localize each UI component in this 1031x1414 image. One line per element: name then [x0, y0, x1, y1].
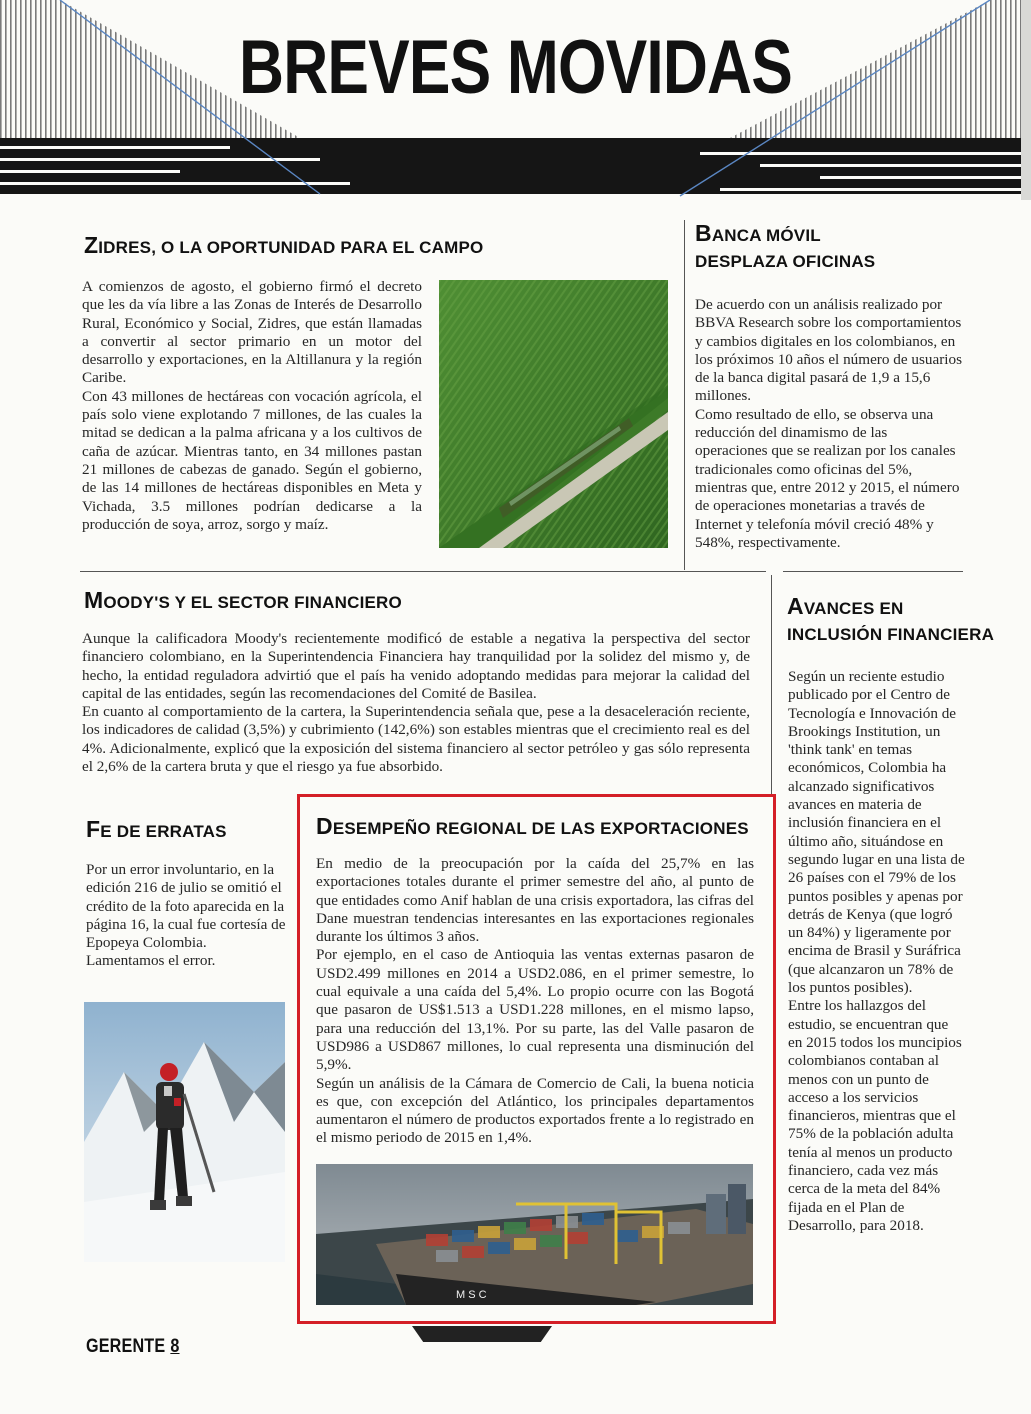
column-divider: [771, 575, 772, 795]
page-number: 8: [170, 1336, 180, 1357]
ship-hull-lettering: M S C: [456, 1289, 487, 1301]
zidres-body: [82, 278, 422, 534]
moodys-paragraph: Aunque la calificadora Moody's recientemente modificó de estable a negativa la perspectiva del sector financiero colombiano, en la Superintendencia Financiera hay tranquilidad por la solidez del mismo y, de hecho, la entidad reguladora advirtió que el país ha venido adoptando medidas para mejorar la calidad del capital de las entidades, según las recomendaciones del Comité de Basilea.: [82, 630, 750, 702]
section-divider: [80, 571, 766, 572]
footer-brand: [86, 1336, 180, 1358]
avances-paragraph: Entre los hallazgos del estudio, se encuentran que en 2015 todos los muncipios colombianos contaban al menos con un punto de acceso a los servicios financieros, mientras que el 75% de la población adulta tenía al menos un producto financiero, cada vez más cerca de la meta del 84% fijada en el Plan de Desarrollo, para 2018.: [788, 997, 962, 1234]
fe-paragraph: Por un error involuntario, en la edición 216 de julio se omitió el crédito de la foto aparecida en la página 16, la cual fue cortesía de Epopeya Colombia. Lamentamos el error.: [86, 861, 286, 970]
banca-paragraph: Como resultado de ello, se observa una reducción del dinamismo de las operaciones que se realizan por los canales tradicionales como oficinas del 5%, mientras que, entre 2012 y 2015, el número de operaciones monetarias a través de Internet y telefonía móvil creció 48% y 548%, respectivamente.: [695, 405, 960, 551]
zidres-paragraph: Con 43 millones de hectáreas con vocación agrícola, el país solo viene explotando 7 millones, de las cuales la mitad se dedican a la palma africana y a los cultivos de caña de azúcar. Mientras tanto, en 34 millones pastan 21 millones de cabezas de ganado. Según el gobierno, de las 14 millones de hectáreas disponibles en Meta y Vichada, 3.5 millones podrían dedicarse a la producción de soya, arroz, sorgo y maíz.: [82, 387, 422, 533]
avances-paragraph: Según un reciente estudio publicado por el Centro de Tecnología e Innovación de Brookings Institution, un 'think tank' en temas económicos, Colombia ha alcanzado significativos avances en materia de inclusión financiera en el último año, situándose en segundo lugar en una lista de 26 países con el 79% de los puntos posibles y apenas por detrás de Kenya (que logró un 84%) y ligeramente por encima de Brasil y Suráfrica (que alcanzaron un 78% de los puntos posibles).: [788, 668, 965, 997]
fe-title: FE DE ERRATAS: [86, 816, 227, 842]
zidres-paragraph: A comienzos de agosto, el gobierno firmó el decreto que les da vía libre a las Zonas de Interés de Desarrollo Rural, Económico y Social, Zidres, que están llamadas a convertir al sector primario en un motor del desarrollo y exportaciones, en la Altillanura y la región Caribe.: [82, 278, 422, 387]
page-title: BREVES MOVIDAS: [239, 25, 792, 110]
port-containers-photo: [316, 1164, 753, 1305]
avances-title: AVANCES EN INCLUSIÓN FINANCIERA: [787, 593, 995, 644]
moodys-body: [82, 630, 750, 776]
section-divider: [783, 571, 963, 572]
sugarcane-field-photo: [439, 280, 668, 548]
mountaineer-photo: [84, 1002, 285, 1262]
moodys-paragraph: En cuanto al comportamiento de la cartera, la Superintendencia señala que, pese a la desaceleración reciente, los indicadores de calidad (3,5%) y cubrimiento (142,6%) son estables mientras que el crecimiento real es del 4%. Adicionalmente, explicó que la exposición del sistema financiero al sector petróleo y gas sólo representa el 2,6% de la cartera bruta y que el riesgo ya fue absorbido.: [82, 703, 750, 776]
desempeno-paragraph: En medio de la preocupación por la caída del 25,7% en las exportaciones totales durante el primer semestre del año, al punto de que entidades como Anif hablan de una crisis exportadora, las cifras del Dane muestran tendencias interesantes en las exportaciones regionales durante los últimos 3 años.: [316, 855, 754, 946]
column-divider: [684, 220, 685, 570]
banca-title: BANCA MÓVIL DESPLAZA OFICINAS: [695, 220, 876, 271]
field-illustration: [439, 280, 668, 548]
port-illustration: [316, 1164, 753, 1305]
bottom-decoration: [412, 1326, 552, 1342]
desempeno-paragraph: Por ejemplo, en el caso de Antioquia las ventas externas pasaron de USD2.499 millones en 2014 a USD2.086, en el primer semestre, lo cual equivale a una caída del 5,4%. Lo propio ocurre con las Bogotá que pasaron de US$1.513 a USD1.228 millones, en el mismo lapso, para una reducción del 13,1%. Por su parte, las del Valle pasaron de USD986 a USD867 millones, lo cual representa una disminución del 5,9%.: [316, 946, 754, 1074]
banca-body: [695, 296, 963, 552]
moodys-title: MOODY'S Y EL SECTOR FINANCIERO: [84, 587, 402, 613]
desempeno-body: [316, 855, 754, 1148]
page-banner: [0, 0, 1031, 200]
banca-paragraph: De acuerdo con un análisis realizado por BBVA Research sobre los comportamientos y cambios digitales en los colombianos, en los próximos 10 años el número de usuarios de la banca digital pasará de 1,9 a 15,6 millones.: [695, 296, 963, 405]
desempeno-title: DESEMPEÑO REGIONAL DE LAS EXPORTACIONES: [316, 813, 749, 839]
fe-body: [86, 861, 286, 971]
zidres-title: ZIDRES, O LA OPORTUNIDAD PARA EL CAMPO: [84, 232, 484, 258]
magazine-name: GERENTE: [86, 1336, 166, 1357]
avances-body: [788, 668, 966, 1235]
mountain-illustration: [84, 1002, 285, 1262]
desempeno-paragraph: Según un análisis de la Cámara de Comercio de Cali, la buena noticia es que, con excepción del Atlántico, los principales departamentos aumentaron el número de productos exportados frente a lo registrado en el mismo periodo de 2015 en 1,4%.: [316, 1074, 754, 1147]
